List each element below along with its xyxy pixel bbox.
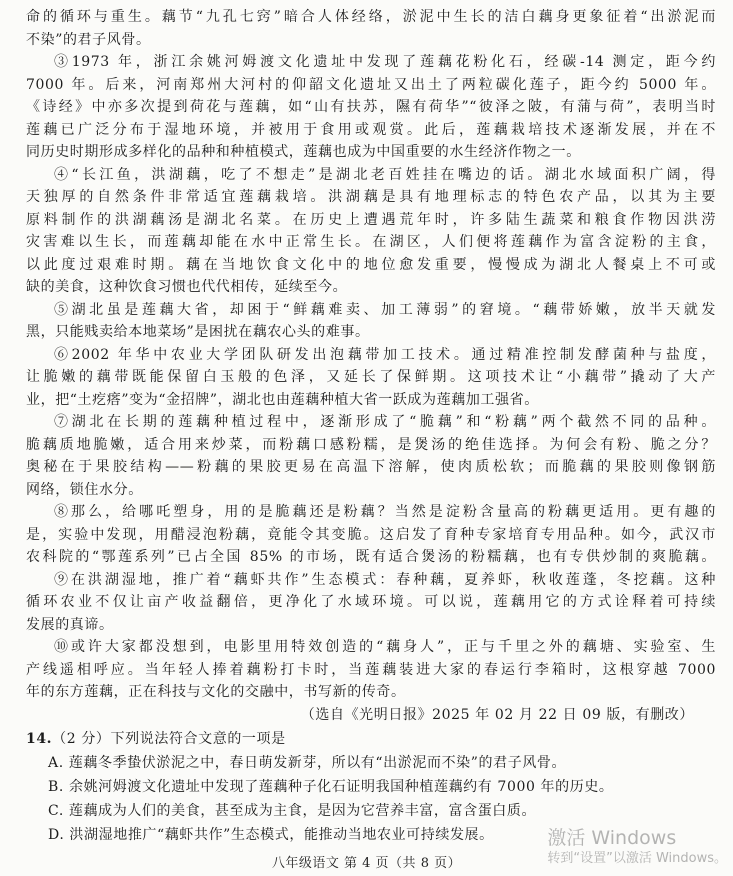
article-line: 命的循环与重生。藕节“九孔七窍”暗合人体经络，淤泥中生长的洁白藕身更象征着“出淤泥而 — [26, 9, 716, 25]
question-stem: （2 分）下列说法符合文意的一项是 — [52, 731, 286, 747]
article-line: 莲藕已广泛分布于湿地环境，并被用于食用或观赏。此后，莲藕栽培技术逐渐发展，并在不 — [26, 121, 716, 138]
question-14 — [26, 727, 716, 847]
article-line: 发展的真谛。 — [26, 616, 114, 633]
article-line: ③1973 年，浙江余姚河姆渡文化遗址中发现了莲藕花粉化石，经碳-14 测定，距今约 — [54, 54, 716, 70]
article-line: 黑，只能贱卖给本地菜场”是困扰在藕农心头的难事。 — [26, 324, 370, 340]
watermark-title: 激活 Windows — [547, 827, 677, 849]
article-line: 网络，锁住水分。 — [26, 481, 143, 498]
article-line: ④“长江鱼，洪湖藕，吃了不想走”是湖北老百姓挂在嘴边的话。湖北水域面积广阔，得 — [54, 166, 716, 183]
article-line: 产线遥相呼应。当年轻人捧着藕粉打卡时，当莲藕装进大家的春运行李箱时，这根穿越 7000 — [26, 661, 716, 678]
article-line: 缺的美食，这种饮食习惯也代代相传，延续至今。 — [26, 279, 348, 295]
question-stem-line — [26, 727, 716, 751]
article-line: 循环农业不仅让亩产收益翻倍，更净化了水域环境。可以说，莲藕用它的方式诠释着可持续 — [26, 594, 716, 610]
article-line: ⑧那么，给哪吒塑身，用的是脆藕还是粉藕？当然是淀粉含量高的粉藕更适用。更有趣的 — [54, 504, 716, 520]
article-source: （选自《光明日报》2025 年 02 月 22 日 09 版，有删改） — [300, 706, 694, 723]
article-line: 不染”的君子风骨。 — [26, 31, 151, 48]
article-line: 原料制作的洪湖藕汤是湖北名菜。在历史上遭遇荒年时，许多陆生蔬菜和粮食作物因洪涝 — [26, 211, 716, 228]
option-d[interactable]: D. 洪湖湿地推广“藕虾共作”生态模式，能推动当地农业可持续发展。 — [48, 827, 494, 843]
article-line: 脆藕质地脆嫩，适合用来炒菜，而粉藕口感粉糯，是煲汤的绝佳选择。为何会有粉、脆之分？ — [26, 436, 716, 453]
option-a[interactable]: A. 莲藕冬季蛰伏淤泥之中，春日萌发新芽，所以有“出淤泥而不染”的君子风骨。 — [48, 755, 567, 771]
article-line: 以此度过艰难时期。藕在当地饮食文化中的地位愈发重要，慢慢成为湖北人餐桌上不可或 — [26, 256, 716, 273]
article-line: 农科院的“鄂莲系列”已占全国 85% 的市场，既有适合煲汤的粉糯藕，也有专供炒制的爽脆藕。 — [26, 549, 716, 565]
article-body — [26, 6, 716, 704]
article-line: ⑩或许大家都没想到，电影里用特效创造的“藕身人”，正与千里之外的藕塘、实验室、生 — [54, 639, 716, 655]
article-line: 灾害难以生长，而莲藕却能在水中正常生长。在湖区，人们便将莲藕作为富含淀粉的主食， — [26, 234, 716, 250]
article-line: 7000 年。后来，河南郑州大河村的仰韶文化遗址又出土了两粒碳化莲子，距今约 5000 年。 — [26, 76, 716, 93]
watermark-subtitle: 转到“设置”以激活 Windows。 — [547, 851, 727, 866]
article-line: 是，实验中发现，用醋浸泡粉藕，竟能令其变脆。这启发了育种专家培育专用品种。如今，武汉市 — [26, 526, 716, 543]
article-line: 让脆嫩的藕带既能保留白玉般的色泽，又延长了保鲜期。这项技术让“小藕带”撬动了大产 — [26, 369, 716, 385]
article-line: 业，把“土疙瘩”变为“金招牌”，湖北也由莲藕种植大省一跃成为莲藕加工强省。 — [26, 391, 539, 408]
article-line: 天独厚的自然条件非常适宜莲藕栽培。洪湖藕是具有地理标志的特色农产品，以其为主要 — [26, 189, 716, 205]
article-line: 年的东方莲藕，正在科技与文化的交融中，书写新的传奇。 — [26, 684, 406, 700]
article-line: ⑥2002 年华中农业大学团队研发出泡藕带加工技术。通过精准控制发酵菌种与盐度， — [54, 346, 716, 363]
page-footer: 八年级语文 第 4 页（共 8 页） — [271, 856, 462, 871]
article-line: 《诗经》中亦多次提到荷花与莲藕，如“山有扶苏，隰有荷华”“彼泽之陂，有蒲与荷”，表明当时 — [26, 99, 716, 115]
option-c[interactable]: C. 莲藕成为人们的美食，甚至成为主食，是因为它营养丰富，富含蛋白质。 — [48, 803, 537, 819]
article-line: ⑨在洪湖湿地，推广着“藕虾共作”生态模式：春种藕，夏养虾，秋收莲蓬，冬挖藕。这种 — [54, 571, 716, 588]
option-b[interactable]: B. 余姚河姆渡文化遗址中发现了莲藕种子化石证明我国种植莲藕约有 7000 年的历史。 — [48, 779, 614, 795]
document-page — [26, 6, 716, 847]
article-line: ⑤湖北虽是莲藕大省，却困于“鲜藕难卖、加工薄弱”的窘境。“藕带娇嫩，放半天就发 — [54, 301, 716, 318]
article-line: 同历史时期形成多样化的品种和种植模式，莲藕也成为中国重要的水生经济作物之一。 — [26, 144, 581, 160]
question-number: 14. — [26, 731, 53, 747]
article-line: ⑦湖北在长期的莲藕种植过程中，逐渐形成了“脆藕”和“粉藕”两个截然不同的品种。 — [54, 414, 716, 430]
article-line: 奥秘在于果胶结构——粉藕的果胶更易在高温下溶解，使肉质松软；而脆藕的果胶则像钢筋 — [26, 459, 716, 475]
